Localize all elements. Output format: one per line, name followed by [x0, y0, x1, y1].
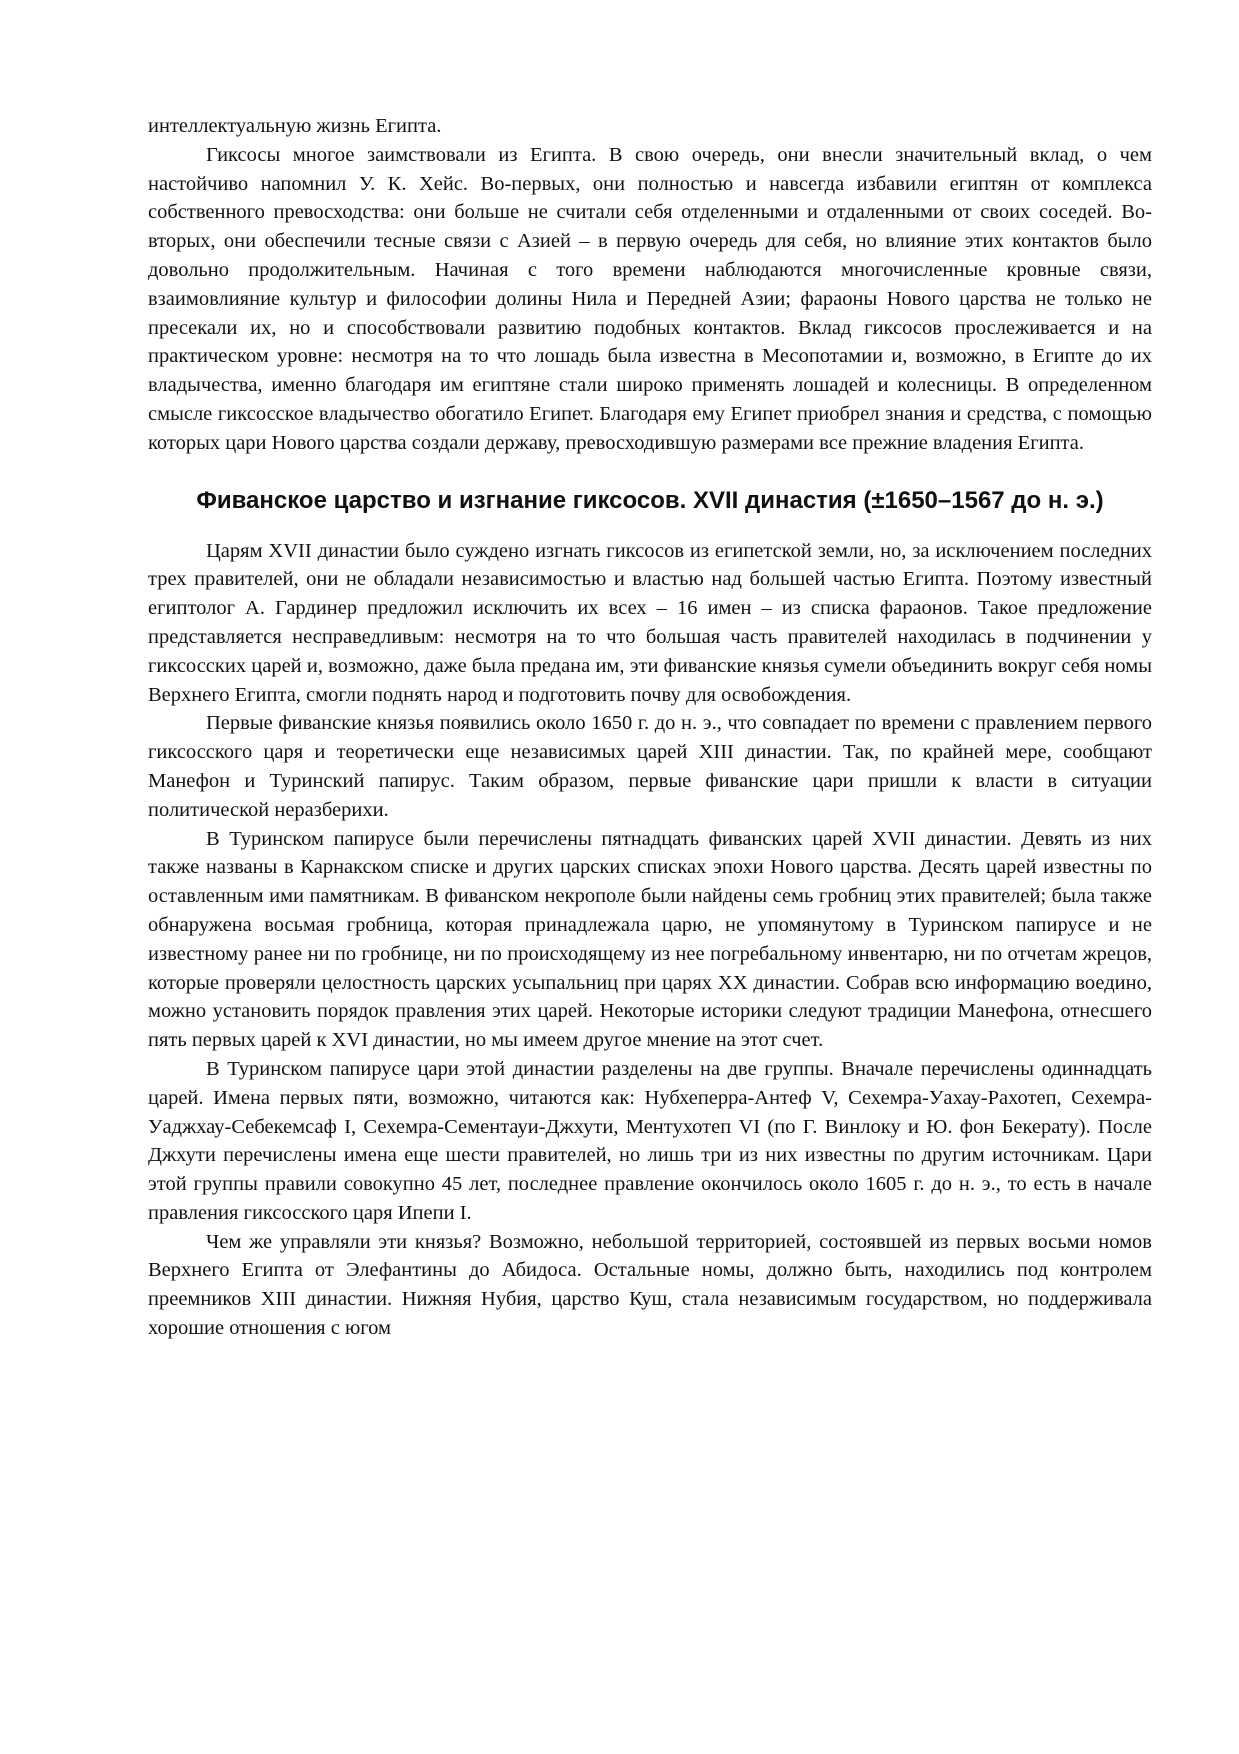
paragraph-two-groups: В Туринском папирусе цари этой династии разделены на две группы. Вначале перечислены одиннадцать царей. Имена первых пяти, возможно, читаются как: Нубхеперра-Антеф V, Сехемра-Уахау-Рахотеп, Сехемра-Уаджхау-Себекемсаф I, Сехемра-Сементауи-Джхути, Ментухотеп VI (по Г. Винлоку и Ю. фон Бекерату). После Джхути перечислены имена еще шести правителей, но лишь три из них известны по другим источникам. Цари этой группы правили совокупно 45 лет, последнее правление окончилось около 1605 г. до н. э., то есть в начале правления гиксосского царя Ипепи I. [148, 1057, 1152, 1224]
paragraph-continuation: интеллектуальную жизнь Египта. [148, 115, 442, 137]
paragraph-territory: Чем же управляли эти князья? Возможно, небольшой территорией, состоявшей из первых восьми номов Верхнего Египта от Элефантины до Абидоса. Остальные номы, должно быть, находились под контролем преемников XIII династии. Нижняя Нубия, царство Куш, стала независимым государством, но поддерживала хорошие отношения с югом [148, 1230, 1152, 1340]
section-heading: Фиванское царство и изгнание гиксосов. XVII династия (±1650–1567 до н. э.) [196, 486, 1104, 514]
paragraph-first-theban-princes: Первые фиванские князья появились около 1650 г. до н. э., что совпадает по времени с правлением первого гиксосского царя и теоретически еще независимых царей XIII династии. Так, по крайней мере, сообщают Манефон и Туринский папирус. Таким образом, первые фиванские цари пришли к власти в ситуации политической неразберихи. [148, 712, 1152, 821]
paragraph-xvii-dynasty-intro: Царям XVII династии было суждено изгнать гиксосов из египетской земли, но, за исключением последних трех правителей, они не обладали независимостью и властью над большей частью Египта. Поэтому известный египтолог А. Гардинер предложил исключить их всех – 16 имен – из списка фараонов. Такое предложение представляется несправедливым: несмотря на то что большая часть правителей находилась в подчинении у гиксосских царей и, возможно, даже была предана им, эти фиванские князья сумели объединить вокруг себя номы Верхнего Египта, смогли поднять народ и подготовить почву для освобождения. [148, 539, 1152, 706]
paragraph-turin-papyrus: В Туринском папирусе были перечислены пятнадцать фиванских царей XVII династии. Девять из них также названы в Карнакском списке и других царских списках эпохи Нового царства. Десять царей известны по оставленным ими памятникам. В фиванском некрополе были найдены семь гробниц этих правителей; была также обнаружена восьмая гробница, которая принадлежала царю, не упомянутому в Туринском папирусе и не известному ранее ни по гробнице, ни по происходящему из нее погребальному инвентарю, ни по отчетам жрецов, которые проверяли целостность царских усыпальниц при царях XX династии. Собрав всю информацию воедино, можно установить порядок правления этих царей. Некоторые историки следуют традиции Манефона, отнесшего пять первых царей к XVI династии, но мы имеем другое мнение на этот счет. [148, 827, 1152, 1052]
document-page [148, 112, 1152, 1343]
paragraph-hyksos-contribution: Гиксосы многое заимствовали из Египта. В свою очередь, они внесли значительный вклад, о чем настойчиво напомнил У. К. Хейс. Во-первых, они полностью и навсегда избавили египтян от комплекса собственного превосходства: они больше не считали себя отделенными и отдаленными от своих соседей. Во-вторых, они обеспечили тесные связи с Азией – в первую очередь для себя, но влияние этих контактов было довольно продолжительным. Начиная с того времени наблюдаются многочисленные кровные связи, взаимовлияние культур и философии долины Нила и Передней Азии; фараоны Нового царства не только не пресекали их, но и способствовали развитию подобных контактов. Вклад гиксосов прослеживается и на практическом уровне: несмотря на то что лошадь была известна в Месопотамии и, возможно, в Египте до их владычества, именно благодаря им египтяне стали широко применять лошадей и колесницы. В определенном смысле гиксосское владычество обогатило Египет. Благодаря ему Египет приобрел знания и средства, с помощью которых цари Нового царства создали державу, превосходившую размерами все прежние владения Египта. [148, 143, 1152, 454]
